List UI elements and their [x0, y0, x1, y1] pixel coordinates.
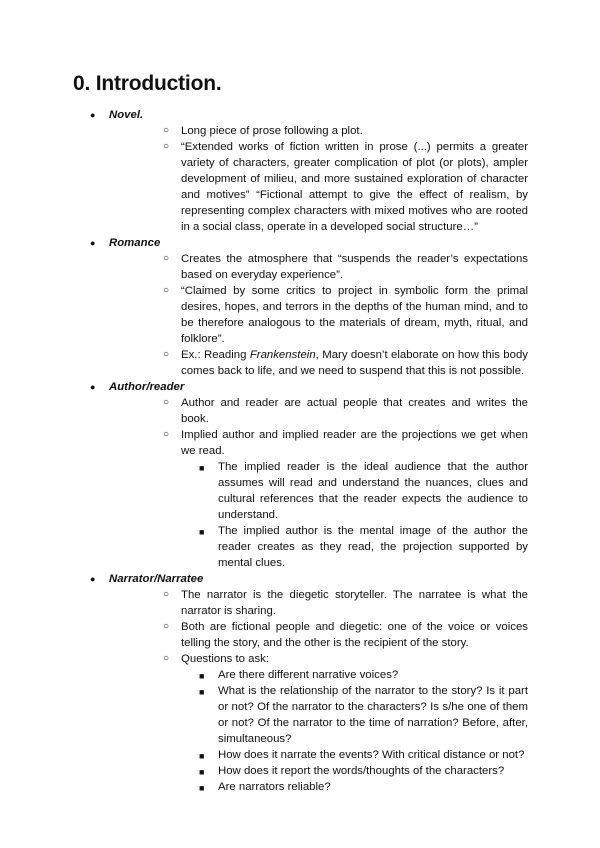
list-item — [109, 123, 528, 139]
list-item — [109, 251, 528, 283]
list-item — [109, 395, 528, 427]
circle-bullet-icon: ○ — [163, 621, 170, 632]
item-text: “Claimed by some critics to project in symbolic form the primal desires, hopes, and terrors in the depths of the human mind, and to be therefore analogous to the materials of dream, myth, ritual, and folklore”. — [181, 285, 528, 345]
section-heading: Author/reader — [109, 381, 185, 393]
list-item — [109, 347, 528, 379]
circle-bullet-icon: ○ — [163, 141, 170, 152]
page-title: 0. Introduction. — [73, 72, 222, 95]
circle-bullet-icon: ○ — [163, 397, 170, 408]
sub-list-item — [109, 523, 528, 571]
circle-bullet-icon: ○ — [163, 125, 170, 136]
sub-list-item — [109, 459, 528, 523]
list-item — [109, 651, 528, 667]
square-bullet-icon: ■ — [199, 783, 205, 793]
item-text: Creates the atmosphere that “suspends the reader’s expectations based on everyday experience”. — [181, 253, 528, 281]
sub-item-text: The implied author is the mental image of the author the reader creates as they read, the projection supported by mental clues. — [218, 525, 528, 569]
circle-bullet-icon: ○ — [163, 349, 170, 360]
sub-item-text: Are narrators reliable? — [218, 781, 331, 793]
section-narrator-narratee — [72, 571, 528, 795]
circle-bullet-icon: ○ — [163, 285, 170, 296]
sub-list-item — [109, 747, 528, 763]
bullet-icon: ● — [90, 574, 96, 584]
sub-list-item — [109, 683, 528, 747]
list-item — [109, 139, 528, 235]
bullet-icon: ● — [90, 238, 96, 248]
circle-bullet-icon: ○ — [163, 589, 170, 600]
section-novel — [72, 107, 528, 235]
sub-item-text: The implied reader is the ideal audience that the author assumes will read and understand the nuances, clues and cultural references that the reader expects the audience to understand. — [218, 461, 528, 521]
sub-item-text: What is the relationship of the narrator to the story? Is it part or not? Of the narrator to the characters? Is s/he one of them or not? Of the narrator to the time of narration? Before, after, simultaneous? — [218, 685, 528, 745]
item-text: Long piece of prose following a plot. — [181, 125, 363, 137]
sub-list-item — [109, 667, 528, 683]
square-bullet-icon: ■ — [199, 767, 205, 777]
bullet-icon: ● — [90, 382, 96, 392]
sub-list-item — [109, 763, 528, 779]
circle-bullet-icon: ○ — [163, 253, 170, 264]
square-bullet-icon: ■ — [199, 671, 205, 681]
item-text: , Mary doesn’t elaborate on how this body comes back to life, and we need to suspend that this is not possible. — [181, 349, 528, 377]
circle-bullet-icon: ○ — [163, 653, 170, 664]
sub-list-item — [109, 779, 528, 795]
square-bullet-icon: ■ — [199, 463, 205, 473]
list-item — [109, 283, 528, 347]
list-item — [109, 427, 528, 459]
item-text: The narrator is the diegetic storyteller. The narratee is what the narrator is sharing. — [181, 589, 528, 617]
sub-item-text: Are there different narrative voices? — [218, 669, 399, 681]
section-romance — [72, 235, 528, 379]
item-text: Both are fictional people and diegetic: one of the voice or voices telling the story, and the other is the recipient of the story. — [181, 621, 528, 649]
list-item — [109, 619, 528, 651]
sub-item-text: How does it report the words/thoughts of the characters? — [218, 765, 505, 777]
section-author-reader — [72, 379, 528, 571]
list-item — [109, 587, 528, 619]
item-text: Implied author and implied reader are the projections we get when we read. — [181, 429, 528, 457]
section-heading: Novel. — [109, 109, 144, 121]
sub-item-text: How does it narrate the events? With critical distance or not? — [218, 749, 525, 761]
section-list — [72, 107, 528, 795]
item-text: Author and reader are actual people that creates and writes the book. — [181, 397, 528, 425]
square-bullet-icon: ■ — [199, 527, 205, 537]
item-text: Ex.: Reading — [181, 349, 250, 361]
circle-bullet-icon: ○ — [163, 429, 170, 440]
bullet-icon: ● — [90, 110, 96, 120]
book-title: Frankenstein — [249, 349, 316, 361]
section-heading: Romance — [109, 237, 161, 249]
square-bullet-icon: ■ — [199, 751, 205, 761]
item-text: Questions to ask: — [181, 653, 270, 665]
section-heading: Narrator/Narratee — [109, 573, 204, 585]
item-text: “Extended works of fiction written in prose (...) permits a greater variety of characters, greater complication of plot (or plots), ampler development of milieu, and more sustained exploration of character and motives” “Fictional attempt to give the effect of realism, by representing complex characters with mixed motives who are rooted in a social class, operate in a developed social structure…” — [181, 141, 528, 233]
square-bullet-icon: ■ — [199, 687, 205, 697]
